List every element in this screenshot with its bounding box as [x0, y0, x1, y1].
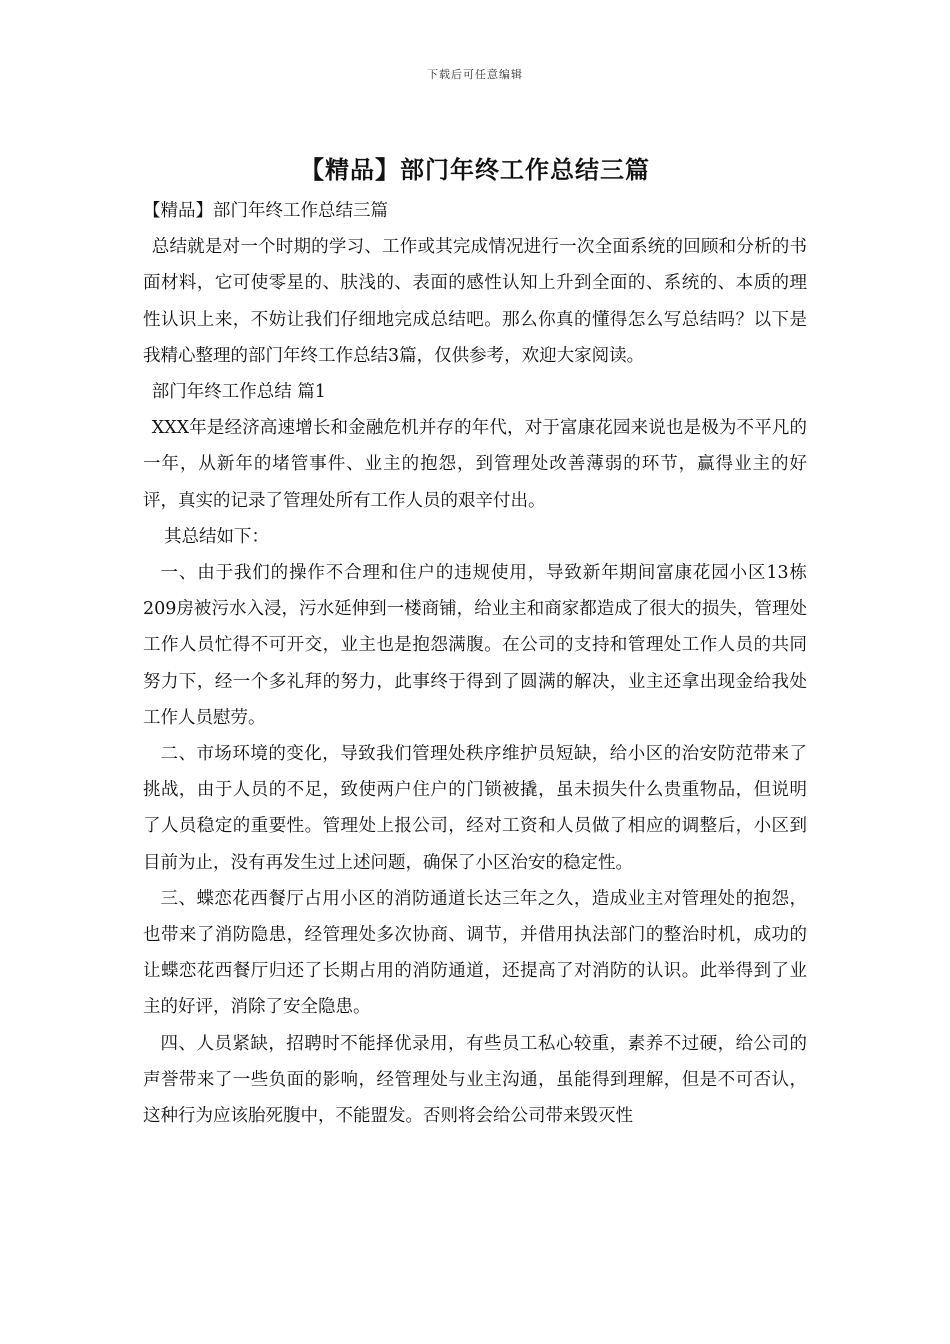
paragraph-item-1: 一、由于我们的操作不合理和住户的违规使用，导致新年期间富康花园小区13栋209房被污水入浸，污水延伸到一楼商铺，给业主和商家都造成了很大的损失，管理处工作人员忙得不可开交，业主也是抱怨满腹。在公司的支持和管理处工作人员的共同努力下，经一个多礼拜的努力，此事终于得到了圆满的解决，业主还拿出现金给我处工作人员慰劳。 — [143, 563, 807, 728]
header-note: 下载后可任意编辑 — [427, 68, 523, 81]
subtitle-line: 【精品】部门年终工作总结三篇 — [143, 201, 388, 221]
document-title: 【精品】部门年终工作总结三篇 — [300, 155, 650, 184]
paragraph-item-3: 三、蝶恋花西餐厅占用小区的消防通道长达三年之久，造成业主对管理处的抱怨，也带来了消防隐患，经管理处多次协商、调节，并借用执法部门的整治时机，成功的让蝶恋花西餐厅归还了长期占用的消防通道，还提高了对消防的认识。此举得到了业主的好评，消除了安全隐患。 — [143, 888, 807, 1018]
paragraph-item-4: 四、人员紧缺，招聘时不能择优录用，有些员工私心较重，素养不过硬，给公司的声誉带来了一些负面的影响，经管理处与业主沟通，虽能得到理解，但是不可否认，这种行为应该胎死腹中，不能盟发。否则将会给公司带来毁灭性 — [143, 1033, 807, 1127]
section-heading: 部门年终工作总结 篇1 — [151, 382, 326, 403]
paragraph-item-2: 二、市场环境的变化，导致我们管理处秩序维护员短缺，给小区的治安防范带来了挑战，由于人员的不足，致使两户住户的门锁被撬，虽未损失什么贵重物品，但说明了人员稳定的重要性。管理处上报公司，经对工资和人员做了相应的调整后，小区到目前为止，没有再发生过上述问题，确保了小区治安的稳定性。 — [143, 744, 807, 873]
intro-paragraph: 总结就是对一个时期的学习、工作或其完成情况进行一次全面系统的回顾和分析的书面材料，它可使零星的、肤浅的、表面的感性认知上升到全面的、系统的、本质的理性认识上来，不妨让我们仔细地完成总结吧。那么你真的懂得怎么写总结吗？以下是我精心整理的部门年终工作总结3篇，仅供参考，欢迎大家阅读。 — [143, 237, 807, 366]
paragraph-summary-intro: 其总结如下： — [164, 526, 269, 547]
document-body — [143, 193, 807, 1134]
paragraph-overview: XXX年是经济高速增长和金融危机并存的年代，对于富康花园来说也是极为不平凡的一年，从新年的堵管事件、业主的抱怨，到管理处改善薄弱的环节，赢得业主的好评，真实的记录了管理处所有工作人员的艰辛付出。 — [143, 418, 807, 511]
